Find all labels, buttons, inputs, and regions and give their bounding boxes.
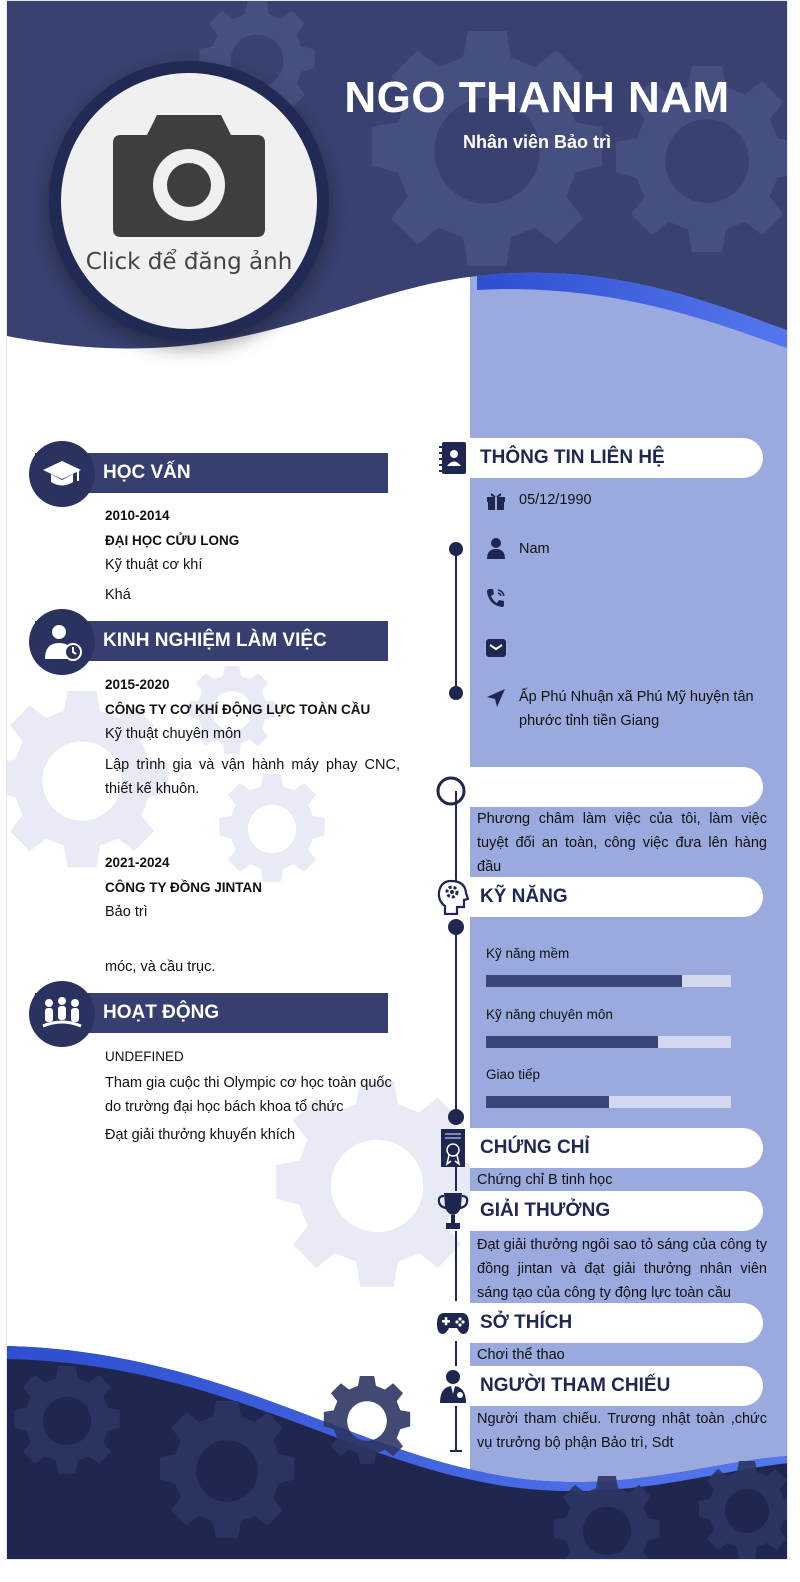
education-period: 2010-2014: [105, 508, 170, 523]
job-2-role: Bảo trì: [105, 904, 148, 920]
email-icon: [485, 637, 507, 659]
skills-heading: KỸ NĂNG: [470, 877, 763, 917]
resume-page: [6, 0, 788, 1560]
camera-icon: [109, 103, 269, 243]
job-2-description: móc, và cầu trục.: [105, 959, 216, 975]
education-major: Kỹ thuật cơ khí: [105, 557, 203, 573]
skill-1-bar-fill: [486, 975, 682, 987]
job-2-period: 2021-2024: [105, 855, 170, 870]
education-school: ĐẠI HỌC CỬU LONG: [105, 533, 240, 548]
references-heading: NGƯỜI THAM CHIẾU: [470, 1366, 763, 1406]
skill-3-label: Giao tiếp: [486, 1067, 541, 1082]
reference-person-icon: [436, 1366, 470, 1406]
job-1-period: 2015-2020: [105, 677, 170, 692]
skill-1-label: Kỹ năng mềm: [486, 946, 570, 961]
experience-heading: KINH NGHIỆM LÀM VIỆC: [35, 621, 388, 661]
skill-2-label: Kỹ năng chuyên môn: [486, 1007, 613, 1022]
contact-address: Ấp Phú Nhuận xã Phú Mỹ huyện tân phước tỉnh tiền Giang: [519, 689, 754, 729]
activity-result: Đạt giải thưởng khuyến khích: [105, 1127, 296, 1143]
phone-icon: [485, 587, 507, 609]
job-1-role: Kỹ thuật chuyên môn: [105, 726, 242, 742]
hobbies-text: Chơi thể thao: [477, 1347, 565, 1363]
job-1-company: CÔNG TY CƠ KHÍ ĐỘNG LỰC TOÀN CẦU: [105, 702, 371, 717]
certificates-text: Chứng chỉ B tinh học: [477, 1172, 613, 1188]
target-icon: [436, 771, 466, 807]
hobbies-heading: SỞ THÍCH: [470, 1303, 763, 1343]
graduation-cap-icon: [29, 441, 95, 507]
awards-text: Đạt giải thưởng ngôi sao tỏ sáng của công ty đồng jintan và đạt giải thưởng nhân viên sáng tạo của công ty động lực toàn cầu: [477, 1237, 767, 1301]
location-arrow-icon: [485, 687, 507, 709]
objective-heading: [470, 767, 763, 807]
job-1-description: Lập trình gia và vận hành máy phay CNC, thiết kế khuôn.: [105, 757, 400, 797]
trophy-icon: [436, 1191, 470, 1231]
activity-description: Tham gia cuộc thi Olympic cơ học toàn quốc do trường đại học bách khoa tổ chức: [105, 1075, 392, 1115]
objective-text: Phương châm làm việc của tôi, làm việc tuyệt đối an toàn, công việc đưa lên hàng đầu: [477, 811, 767, 875]
skill-3-bar-fill: [486, 1096, 609, 1108]
contact-gender: Nam: [519, 541, 550, 557]
photo-upload-label[interactable]: Click để đăng ảnh: [85, 249, 293, 275]
person-icon: [485, 537, 507, 559]
education-heading: HỌC VẤN: [35, 453, 388, 493]
activities-heading: HOẠT ĐỘNG: [35, 993, 388, 1033]
gamepad-icon: [436, 1303, 470, 1343]
certificate-icon: [436, 1128, 470, 1168]
photo-upload[interactable]: [61, 73, 317, 329]
candidate-job-title: Nhân viên Bảo trì: [462, 132, 612, 152]
skill-2-bar: [486, 1036, 731, 1048]
team-icon: [29, 981, 95, 1047]
job-2-company: CÔNG TY ĐỒNG JINTAN: [105, 880, 263, 895]
certificates-heading: CHỨNG CHỈ: [470, 1128, 763, 1168]
gift-icon: [485, 489, 507, 511]
contact-heading: THÔNG TIN LIÊN HỆ: [470, 438, 763, 478]
skill-3-bar: [486, 1096, 731, 1108]
skill-1-bar: [486, 975, 731, 987]
contact-birthday: 05/12/1990: [519, 492, 592, 508]
skill-2-bar-fill: [486, 1036, 658, 1048]
activity-organization: UNDEFINED: [105, 1049, 184, 1064]
awards-heading: GIẢI THƯỞNG: [470, 1191, 763, 1231]
education-grade: Khá: [105, 587, 131, 603]
references-text: Người tham chiếu. Trương nhật toàn ,chức vụ trưởng bộ phận Bảo trì, Sdt: [477, 1411, 767, 1451]
contact-book-icon: [436, 438, 470, 478]
worker-clock-icon: [29, 609, 95, 675]
candidate-name: NGO THANH NAM: [344, 73, 730, 122]
gear-head-icon: [436, 877, 470, 917]
